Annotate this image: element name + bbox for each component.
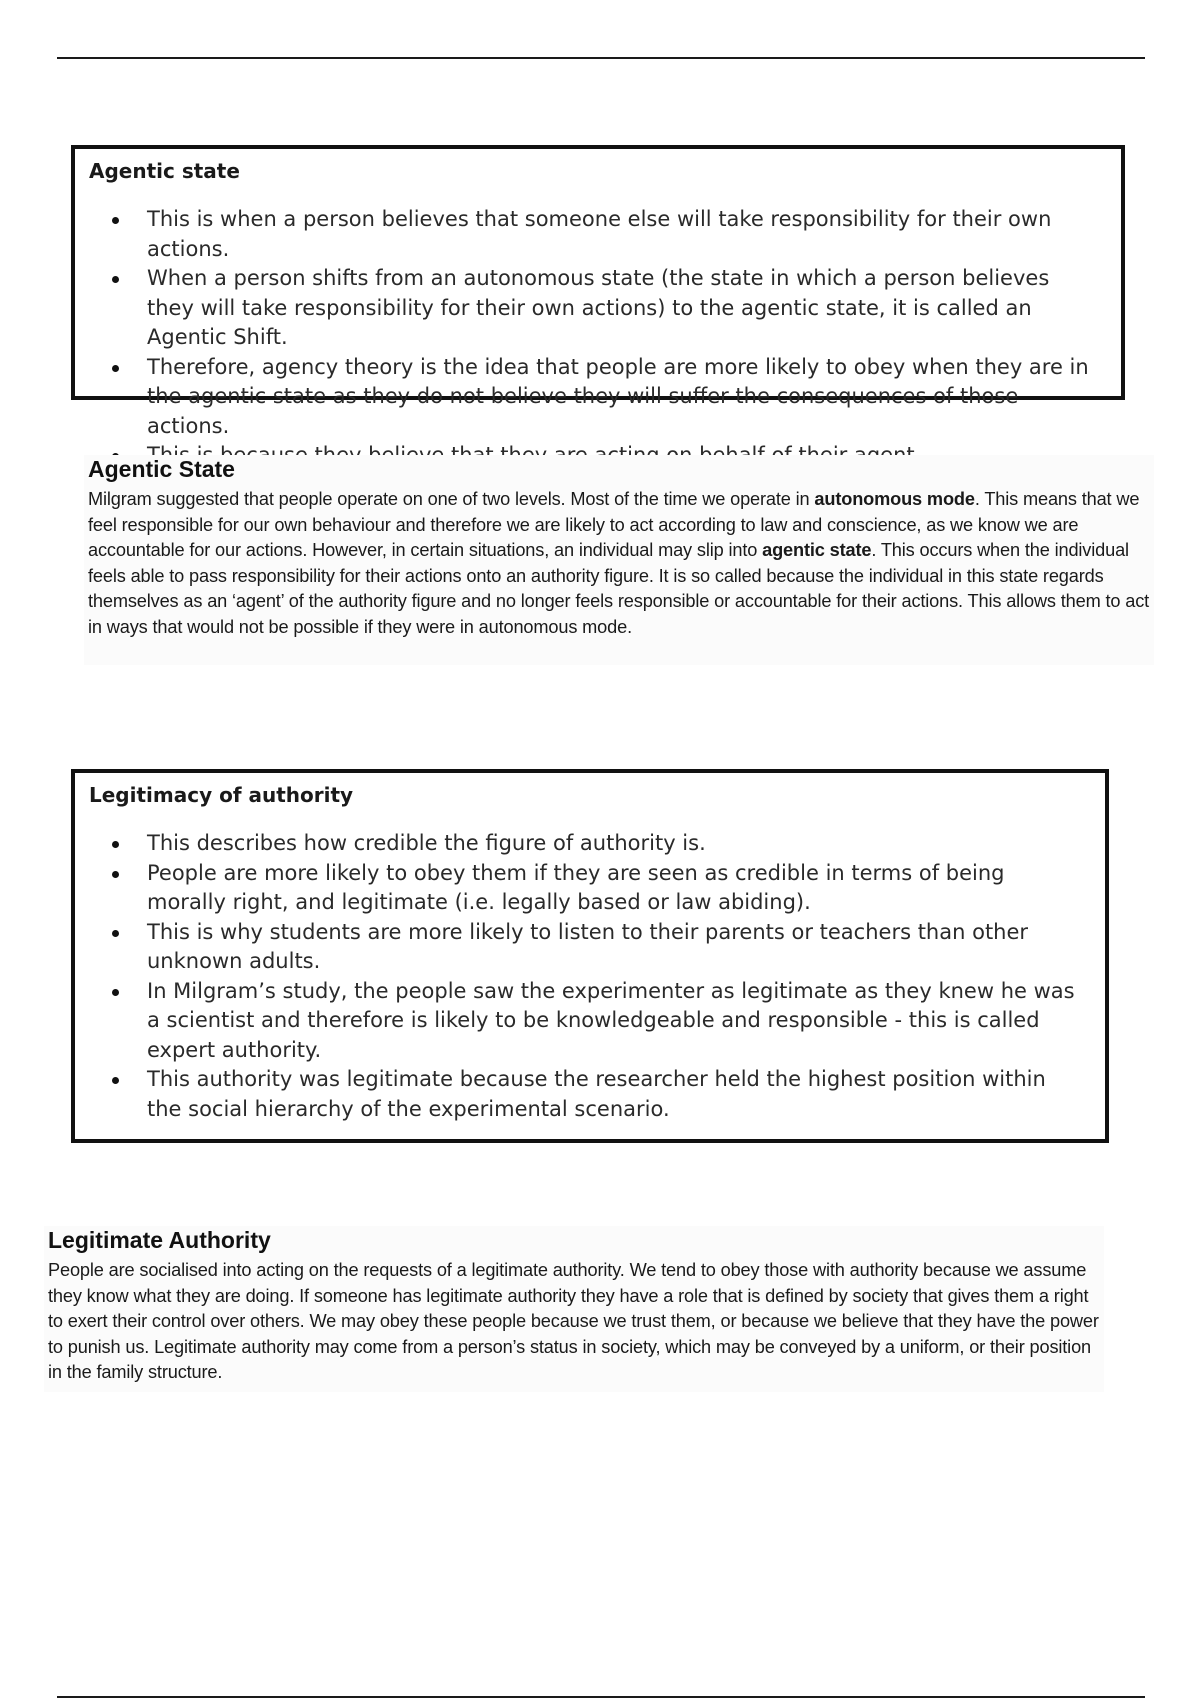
header-rule [57, 57, 1145, 59]
agentic-state-excerpt [84, 455, 1154, 665]
bullet-dot-icon [112, 365, 119, 372]
agentic-state-box [71, 145, 1125, 438]
bullet-item: People are more likely to obey them if they are seen as credible in terms of being morally right, and legitimate (i.e. legally based or law abiding). [147, 859, 1091, 918]
bullet-item: In Milgram’s study, the people saw the experimenter as legitimate as they knew he was a scientist and therefore is likely to be knowledgeable and responsible - this is called expert authority. [147, 977, 1091, 1066]
autonomous-mode-term: autonomous mode [814, 489, 975, 509]
bullet-item: This is why students are more likely to listen to their parents or teachers than other unknown adults. [147, 918, 1091, 977]
legitimate-authority-excerpt-title: Legitimate Authority [48, 1227, 271, 1253]
bullet-dot-icon [112, 989, 119, 996]
bullet-item: This describes how credible the figure of authority is. [147, 829, 1091, 859]
agentic-state-term: agentic state [762, 540, 872, 560]
agentic-state-bullet-list [89, 205, 1107, 471]
legitimacy-box-title: Legitimacy of authority [89, 783, 354, 807]
bullet-dot-icon [112, 871, 119, 878]
bullet-dot-icon [112, 217, 119, 224]
bullet-dot-icon [112, 1077, 119, 1084]
agentic-state-box-title: Agentic state [89, 159, 240, 183]
legitimacy-of-authority-box [71, 769, 1109, 1143]
legitimacy-bullet-list [89, 829, 1091, 1124]
bullet-item: This authority was legitimate because the researcher held the highest position within the social hierarchy of the experimental scenario. [147, 1065, 1091, 1124]
legitimate-authority-excerpt-text: People are socialised into acting on the requests of a legitimate authority. We tend to obey those with authority because we assume they know what they are doing. If someone has legitimate authority they have a role that is defined by society that gives them a right to exert their control over others. We may obey these people because we trust them, or because we believe that they have the power to punish us. Legitimate authority may come from a person’s status in society, which may be conveyed by a uniform, or their position in the family structure. [48, 1260, 1099, 1382]
agentic-state-excerpt-text: Milgram suggested that people operate on one of two levels. Most of the time we operate in autonomous mode. This means that we feel responsible for our own behaviour and therefore we are likely to act according to law and conscience, as we know we are accountable for our actions. However, in certain situations, an individual may slip into agentic state. This occurs when the individual feels able to pass responsibility for their actions onto an authority figure. It is so called because the individual in this state regards themselves as an ‘agent’ of the authority figure and no longer feels responsible or accountable for their actions. This allows them to act in ways that would not be possible if they were in autonomous mode. [88, 489, 1150, 637]
footer-rule [57, 1696, 1145, 1698]
bullet-item: Therefore, agency theory is the idea that people are more likely to obey when they are in the agentic state as they do not believe they will suffer the consequences of those actions. [147, 353, 1107, 442]
legitimate-authority-excerpt [44, 1226, 1104, 1392]
bullet-item: When a person shifts from an autonomous state (the state in which a person believes they will take responsibility for their own actions) to the agentic state, it is called an Agentic Shift. [147, 264, 1107, 353]
bullet-item: This is when a person believes that someone else will take responsibility for their own actions. [147, 205, 1107, 264]
bullet-dot-icon [112, 930, 119, 937]
bullet-dot-icon [112, 276, 119, 283]
bullet-dot-icon [112, 841, 119, 848]
agentic-state-excerpt-title: Agentic State [88, 456, 235, 482]
